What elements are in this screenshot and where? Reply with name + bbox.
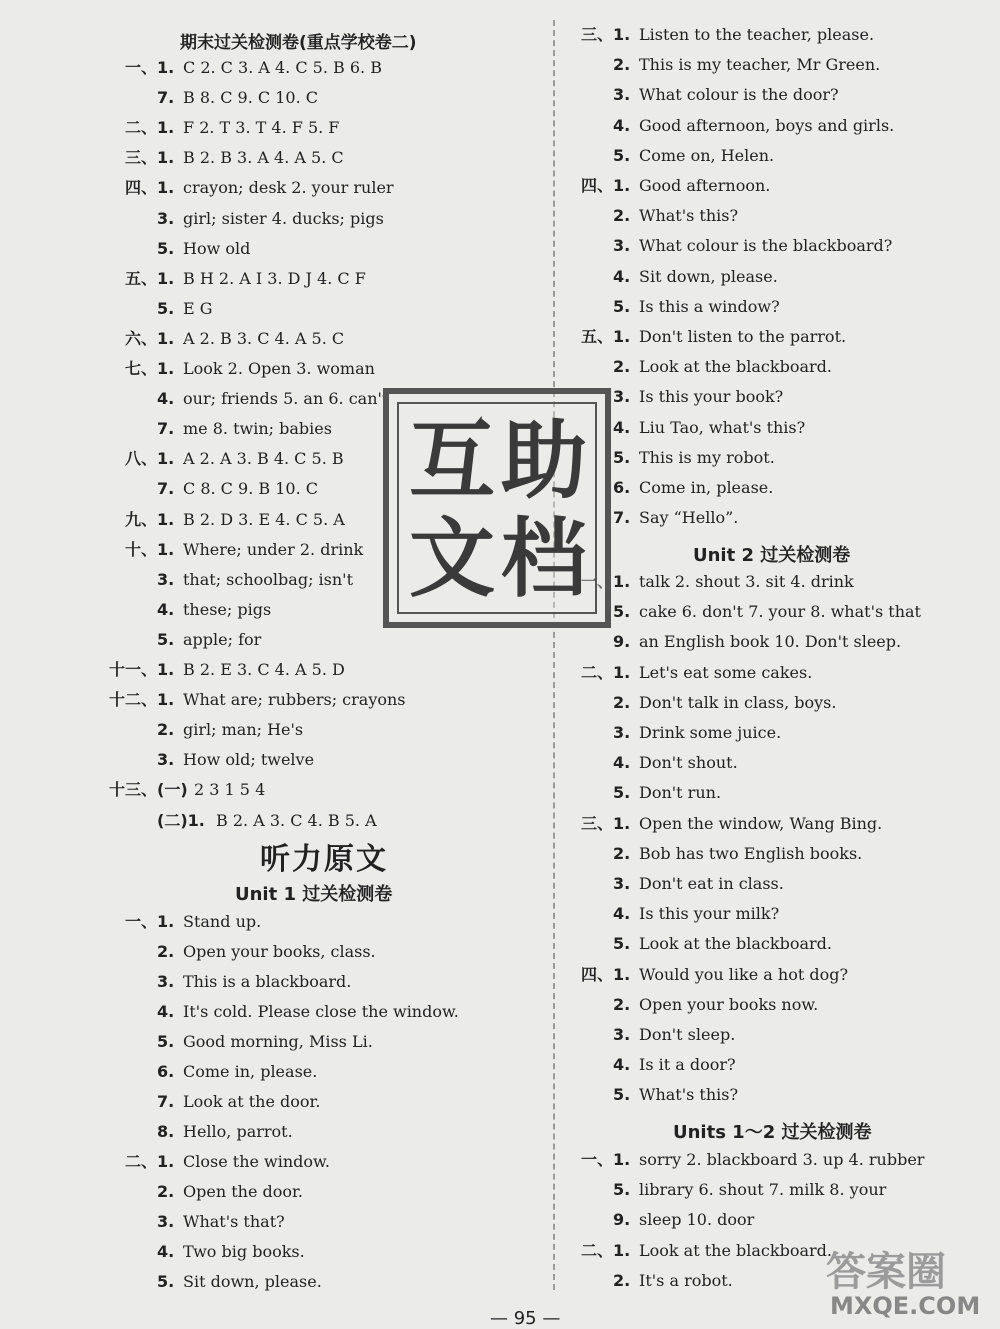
item-text: Look at the blackboard. [639, 1240, 832, 1260]
item-number: 5. [157, 298, 175, 318]
item-number: 3. [613, 85, 631, 105]
item-text: Good afternoon, boys and girls. [639, 115, 895, 135]
item-text: Is it a door? [639, 1055, 736, 1075]
item-number: 3. [157, 750, 175, 770]
item-number: 8. [157, 1122, 175, 1141]
item-text: C 2. C 3. A 4. C 5. B 6. B [183, 58, 382, 77]
item-number: 3. [157, 1212, 175, 1231]
item-text: Say “Hello”. [639, 508, 739, 528]
item-text: Open your books, class. [183, 942, 376, 961]
watermark-logo [818, 1240, 998, 1326]
item-number: (一) [157, 780, 188, 800]
item-text: that; schoolbag; isn't [183, 569, 353, 589]
item-text: It's cold. Please close the window. [183, 1002, 459, 1021]
section-marker: 三、 [580, 25, 613, 44]
item-text: What are; rubbers; crayons [183, 690, 406, 710]
item-number: 3. [157, 208, 175, 228]
item-number: 2. [157, 720, 175, 740]
section-marker: 十三、 [108, 780, 157, 800]
section-marker: 十一、 [108, 660, 157, 679]
item-number: 5. [613, 145, 631, 165]
item-number: 1. [613, 25, 631, 44]
item-text: our; friends 5. an 6. can't [183, 389, 389, 409]
item-number: 1. [157, 58, 175, 77]
item-number: 1. [157, 268, 175, 288]
item-number: 4. [157, 1242, 175, 1261]
left-title: 期末过关检测卷(重点学校卷二) [180, 33, 417, 53]
item-number: 3. [613, 1025, 631, 1044]
item-number: 1. [613, 1240, 631, 1260]
item-number: 5. [613, 447, 631, 467]
item-text: Good morning, Miss Li. [183, 1032, 373, 1051]
item-text: Open your books now. [639, 994, 819, 1014]
item-text: apple; for [183, 629, 262, 649]
item-text: Is this your book? [639, 387, 784, 407]
item-text: talk 2. shout 3. sit 4. drink [639, 572, 854, 591]
listening-title: 听力原文 [260, 842, 388, 877]
item-text: B 2. E 3. C 4. A 5. D [183, 660, 345, 679]
item-text: What colour is the door? [639, 85, 839, 105]
item-text: Listen to the teacher, please. [639, 25, 875, 44]
item-text: Don't run. [639, 783, 722, 803]
section-marker: 二、 [580, 1240, 613, 1260]
item-text: Don't sleep. [639, 1025, 736, 1044]
item-number: 5. [613, 934, 631, 954]
item-number: 2. [613, 843, 631, 863]
item-text: How old [183, 238, 251, 258]
section-marker: 五、 [580, 327, 613, 346]
item-number: 4. [157, 389, 175, 409]
item-number: 5. [157, 238, 175, 258]
item-text: This is my robot. [639, 447, 775, 467]
item-text: Let's eat some cakes. [639, 662, 813, 682]
item-text: Hello, parrot. [183, 1122, 293, 1141]
section-marker: 一、 [580, 1150, 613, 1169]
item-number: 2. [157, 942, 175, 961]
item-number: 2. [157, 1182, 175, 1201]
stamp-char-1: 互 [409, 410, 495, 511]
item-text: Don't listen to the parrot. [639, 327, 847, 346]
item-number: 1. [157, 539, 175, 559]
item-number: 3. [157, 972, 175, 991]
item-text: How old; twelve [183, 750, 315, 770]
item-text: B 2. B 3. A 4. A 5. C [183, 148, 344, 168]
section-marker: 三、 [124, 148, 157, 168]
stamp-char-2: 助 [501, 410, 587, 511]
item-text: Don't shout. [639, 753, 738, 773]
item-number: 1. [157, 359, 175, 378]
item-text: an English book 10. Don't sleep. [639, 632, 902, 652]
item-text: F 2. T 3. T 4. F 5. F [183, 118, 340, 138]
item-text: cake 6. don't 7. your 8. what's that [639, 602, 921, 622]
item-text: A 2. A 3. B 4. C 5. B [183, 449, 344, 469]
item-number: 4. [157, 599, 175, 619]
item-text: sleep 10. door [639, 1210, 755, 1230]
watermark-chars: 答案圈 [826, 1249, 946, 1295]
item-text: This is a blackboard. [183, 972, 352, 991]
item-text: It's a robot. [639, 1270, 733, 1290]
item-number: 4. [157, 1002, 175, 1021]
item-text: Look 2. Open 3. woman [183, 359, 375, 378]
item-number: 7. [157, 1092, 175, 1111]
section-marker: 十、 [124, 539, 157, 559]
item-number: 1. [157, 912, 175, 931]
item-number: 7. [613, 508, 631, 528]
stamp-seal [383, 388, 611, 628]
item-number: 5. [613, 783, 631, 803]
item-number: 1. [157, 148, 175, 168]
item-number: 2. [613, 357, 631, 377]
item-text: Come on, Helen. [639, 145, 775, 165]
item-text: sorry 2. blackboard 3. up 4. rubber [639, 1150, 925, 1169]
section-marker: 二、 [580, 662, 613, 682]
item-number: 2. [613, 1270, 631, 1290]
section-marker: 四、 [580, 964, 613, 984]
item-text: Open the door. [183, 1182, 303, 1201]
stamp-char-3: 文 [409, 508, 495, 609]
item-text: crayon; desk 2. your ruler [183, 178, 394, 198]
item-number: 9. [613, 632, 631, 652]
item-number: 3. [613, 874, 631, 893]
item-number: 5. [157, 1032, 175, 1051]
item-text: Don't eat in class. [639, 874, 784, 893]
item-number: 2. [613, 994, 631, 1014]
item-number: 6. [613, 478, 631, 497]
item-number: 1. [613, 572, 631, 591]
item-text: Look at the door. [183, 1092, 321, 1111]
item-text: these; pigs [183, 599, 272, 619]
item-number: 5. [613, 1085, 631, 1105]
section-marker: 一、 [580, 572, 613, 591]
item-text: E G [183, 298, 213, 318]
item-number: 4. [613, 1055, 631, 1075]
item-text: This is my teacher, Mr Green. [639, 55, 881, 75]
unit2-title: Unit 2 过关检测卷 [693, 545, 851, 566]
item-number: 1. [157, 328, 175, 348]
section-marker: 二、 [124, 118, 157, 138]
section-marker: 六、 [124, 328, 157, 348]
unit1-title: Unit 1 过关检测卷 [235, 884, 393, 905]
section-marker: 一、 [124, 58, 157, 77]
item-number: 1. [157, 178, 175, 198]
item-number: 7. [157, 419, 175, 439]
item-text: Sit down, please. [183, 1272, 322, 1291]
item-number: 4. [613, 115, 631, 135]
column-divider [553, 20, 555, 1290]
item-text: Liu Tao, what's this? [639, 417, 806, 437]
item-number: 5. [157, 629, 175, 649]
section-marker: 九、 [124, 509, 157, 529]
item-number: 1. [613, 327, 631, 346]
item-text: 2 3 1 5 4 [194, 780, 266, 800]
item-text: Good afternoon. [639, 176, 771, 195]
units12-title: Units 1～2 过关检测卷 [673, 1122, 872, 1143]
item-text: Come in, please. [639, 478, 774, 497]
item-text: What's this? [639, 1085, 739, 1105]
stamp-char-4: 档 [501, 508, 587, 609]
item-number: 2. [613, 692, 631, 712]
item-text: Bob has two English books. [639, 843, 863, 863]
item-text: Drink some juice. [639, 723, 782, 742]
item-number: 1. [613, 964, 631, 984]
page-number: — 95 — [490, 1308, 561, 1329]
item-text: Stand up. [183, 912, 262, 931]
item-text: library 6. shout 7. milk 8. your [639, 1180, 887, 1200]
item-number: 5. [157, 1272, 175, 1291]
item-number: 3. [613, 236, 631, 256]
item-number: 1. [157, 118, 175, 138]
item-text: Don't talk in class, boys. [639, 692, 837, 712]
item-text: B 8. C 9. C 10. C [183, 88, 318, 108]
item-text: B H 2. A I 3. D J 4. C F [183, 268, 366, 288]
item-number: 6. [157, 1062, 175, 1081]
item-text: What's that? [183, 1212, 285, 1231]
item-text: Open the window, Wang Bing. [639, 813, 883, 833]
item-text: Would you like a hot dog? [639, 964, 849, 984]
item-text: Come in, please. [183, 1062, 318, 1081]
section-marker: 十二、 [108, 690, 157, 710]
item-number: 3. [613, 723, 631, 742]
item-number: 5. [613, 602, 631, 622]
item-text: Is this your milk? [639, 904, 780, 924]
item-text: Where; under 2. drink [183, 539, 364, 559]
item-number: 1. [157, 690, 175, 710]
item-text: Sit down, please. [639, 266, 778, 286]
item-number: 1. [157, 449, 175, 469]
item-number: 4. [613, 904, 631, 924]
item-number: 2. [613, 55, 631, 75]
item-number: 1. [613, 1150, 631, 1169]
section-marker: 三、 [580, 813, 613, 833]
item-number: 7. [157, 88, 175, 108]
item-text: What's this? [639, 206, 739, 226]
item-text: girl; man; He's [183, 720, 304, 740]
item-number: 1. [613, 813, 631, 833]
item-number: 3. [613, 387, 631, 407]
item-number: 4. [613, 266, 631, 286]
item-text: Is this a window? [639, 296, 780, 316]
item-text: Close the window. [183, 1152, 330, 1171]
item-number: 4. [613, 753, 631, 773]
item-number: 1. [157, 1152, 175, 1171]
item-number: (二)1. [157, 810, 205, 830]
section-marker: 五、 [124, 268, 157, 288]
item-text: C 8. C 9. B 10. C [183, 479, 318, 499]
section-marker: 四、 [580, 176, 613, 195]
item-number: 2. [613, 206, 631, 226]
item-text: Two big books. [183, 1242, 305, 1261]
item-number: 1. [613, 662, 631, 682]
section-marker: 四、 [124, 178, 157, 198]
section-marker: 八、 [124, 449, 157, 469]
item-number: 1. [613, 176, 631, 195]
item-text: Look at the blackboard. [639, 934, 832, 954]
section-marker: 二、 [124, 1152, 157, 1171]
item-number: 1. [157, 509, 175, 529]
item-text: Look at the blackboard. [639, 357, 832, 377]
item-text: girl; sister 4. ducks; pigs [183, 208, 384, 228]
item-number: 1. [157, 660, 175, 679]
item-number: 9. [613, 1210, 631, 1230]
item-text: B 2. D 3. E 4. C 5. A [183, 509, 345, 529]
item-number: 7. [157, 479, 175, 499]
item-text: What colour is the blackboard? [639, 236, 893, 256]
item-number: 4. [613, 417, 631, 437]
watermark-url: MXQE.COM [830, 1292, 981, 1320]
section-marker: 七、 [124, 359, 157, 378]
section-marker: 一、 [124, 912, 157, 931]
item-number: 3. [157, 569, 175, 589]
item-number: 5. [613, 1180, 631, 1200]
item-text: me 8. twin; babies [183, 419, 332, 439]
item-text: B 2. A 3. C 4. B 5. A [216, 810, 377, 830]
item-text: A 2. B 3. C 4. A 5. C [183, 328, 345, 348]
item-number: 5. [613, 296, 631, 316]
